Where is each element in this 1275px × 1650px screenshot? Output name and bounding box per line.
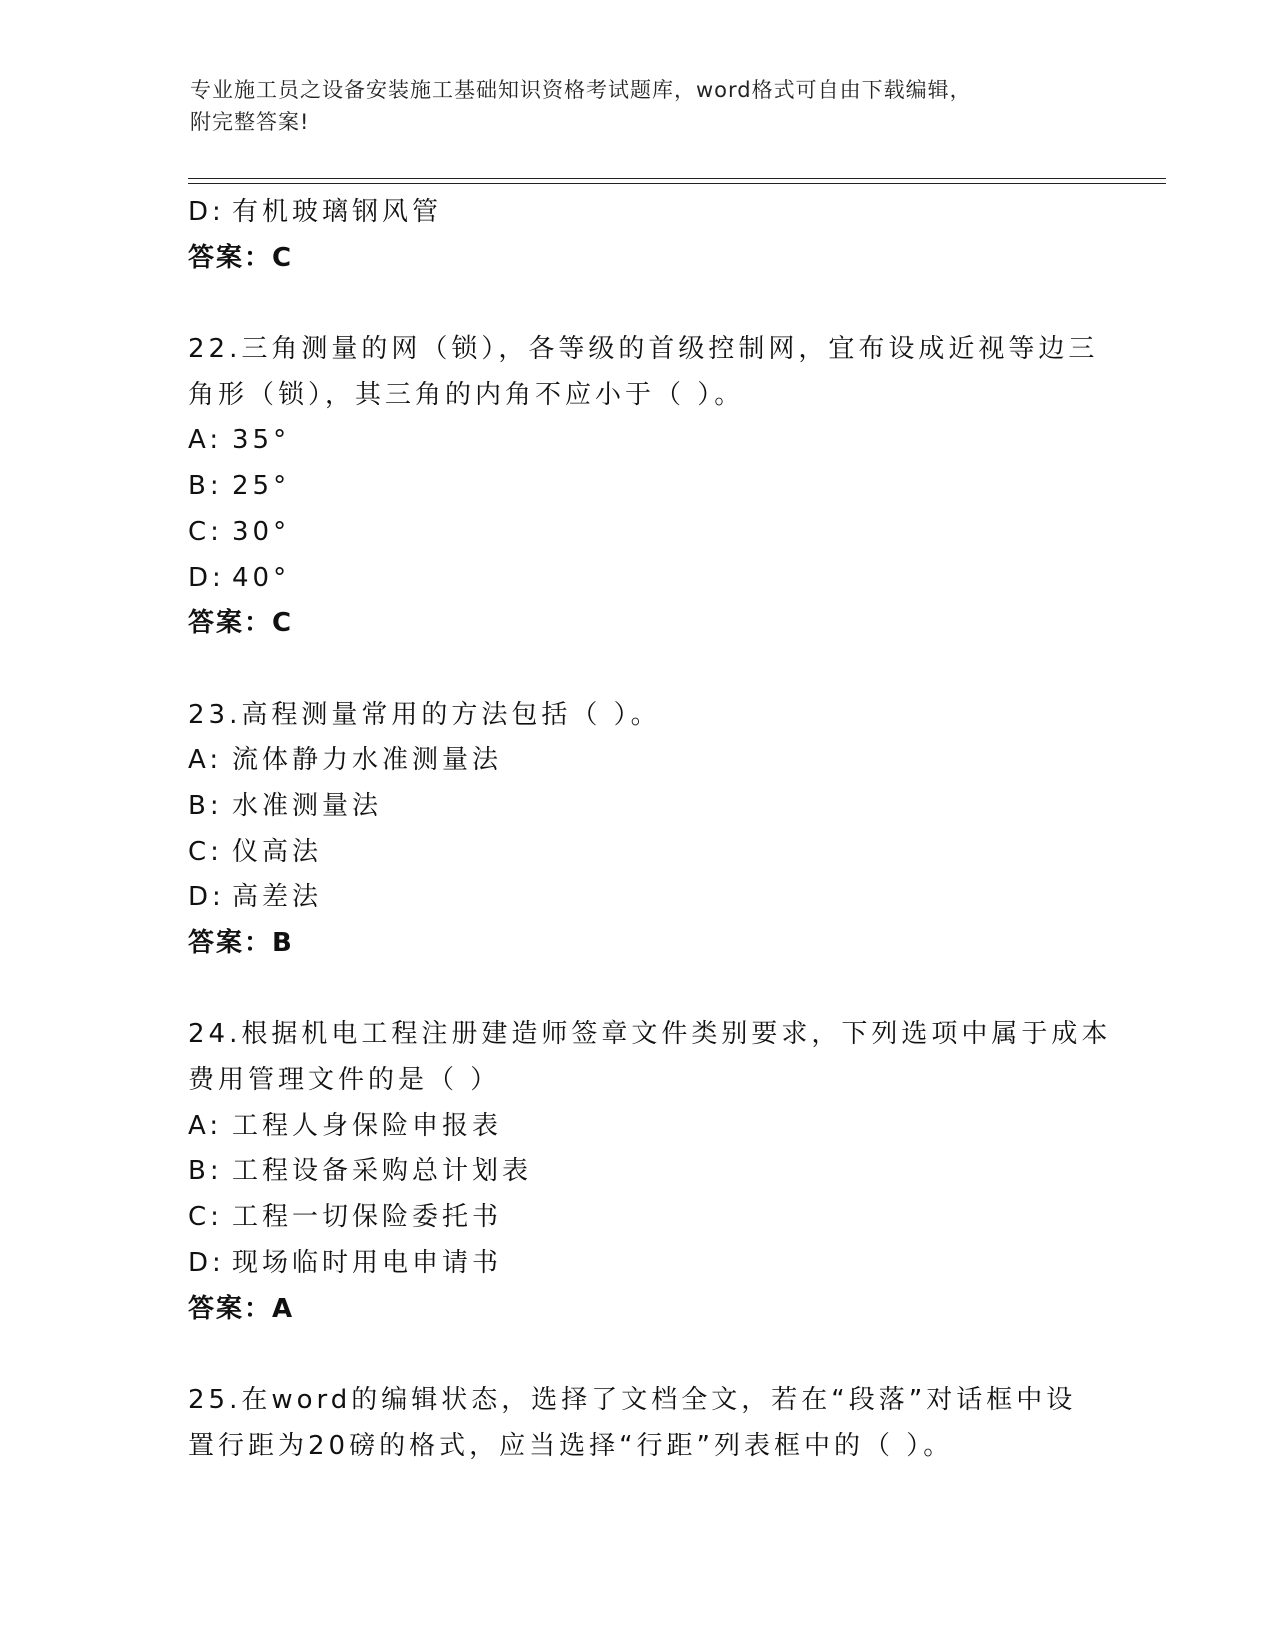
- question-stem-line: 25.在word的编辑状态，选择了文档全文，若在“段落”对话框中设: [188, 1384, 1077, 1415]
- option-d: [188, 190, 1108, 236]
- question-stem-line: 24.根据机电工程注册建造师签章文件类别要求，下列选项中属于成本: [188, 1019, 1112, 1050]
- option-a: [188, 1104, 1108, 1150]
- question-stem-line: 费用管理文件的是（ ）: [188, 1065, 501, 1096]
- question-stem-line: 置行距为20磅的格式，应当选择“行距”列表框中的（ ）。: [188, 1430, 954, 1461]
- option-text: 流体静力水准测量法: [232, 745, 503, 776]
- option-key: B:: [188, 1156, 223, 1187]
- option-text: 40°: [232, 562, 291, 593]
- option-key: D:: [188, 562, 225, 593]
- option-text: 仪高法: [232, 836, 323, 867]
- question-stem-line: 角形（锁），其三角的内角不应小于（ ）。: [188, 379, 745, 410]
- option-key: C:: [188, 1202, 223, 1233]
- option-key: A:: [188, 745, 223, 776]
- option-text: 水准测量法: [232, 790, 383, 821]
- document-header: [190, 74, 1090, 138]
- option-text: 高差法: [232, 882, 323, 913]
- option-key: C:: [188, 836, 223, 867]
- option-text: 25°: [232, 471, 291, 502]
- option-text: 工程一切保险委托书: [232, 1202, 503, 1233]
- header-double-rule: [188, 178, 1166, 184]
- answer-line: 答案：B: [188, 928, 294, 958]
- previous-question-tail: [188, 190, 1108, 281]
- option-text: 工程设备采购总计划表: [232, 1156, 533, 1187]
- option-a: [188, 418, 1108, 464]
- option-text: 现场临时用电申请书: [232, 1247, 503, 1278]
- document-body: [188, 190, 1112, 1469]
- option-b: [188, 784, 1108, 830]
- question-24: [188, 1012, 1112, 1332]
- header-line-1: 专业施工员之设备安装施工基础知识资格考试题库，word格式可自由下载编辑，: [190, 78, 972, 102]
- answer-line: 答案：C: [188, 608, 294, 639]
- option-key: D:: [188, 197, 225, 227]
- option-c: [188, 510, 1108, 556]
- answer-line: 答案：C: [188, 242, 294, 273]
- option-d: [188, 1241, 1108, 1287]
- question-stem-line: 22.三角测量的网（锁），各等级的首级控制网，宜布设成近视等边三: [188, 334, 1099, 365]
- option-b: [188, 464, 1108, 510]
- header-line-2: 附完整答案!: [190, 110, 310, 134]
- option-text: 有机玻璃钢风管: [232, 197, 443, 227]
- option-key: B:: [188, 790, 223, 821]
- option-key: D:: [188, 882, 225, 913]
- option-c: [188, 1195, 1108, 1241]
- option-text: 工程人身保险申报表: [232, 1110, 503, 1141]
- option-key: A:: [188, 425, 223, 456]
- question-22: [188, 327, 1108, 647]
- option-text: 30°: [232, 516, 291, 547]
- question-25: [188, 1378, 1108, 1469]
- option-key: C:: [188, 516, 223, 547]
- option-a: [188, 738, 1108, 784]
- option-text: 35°: [232, 425, 291, 456]
- option-d: [188, 556, 1108, 602]
- option-c: [188, 830, 1108, 876]
- option-key: D:: [188, 1247, 225, 1278]
- option-b: [188, 1149, 1108, 1195]
- option-key: B:: [188, 471, 223, 502]
- option-key: A:: [188, 1110, 223, 1141]
- question-stem-line: 23.高程测量常用的方法包括（ ）。: [188, 699, 661, 730]
- option-d: [188, 875, 1108, 921]
- answer-line: 答案：A: [188, 1293, 295, 1324]
- question-23: [188, 693, 1108, 967]
